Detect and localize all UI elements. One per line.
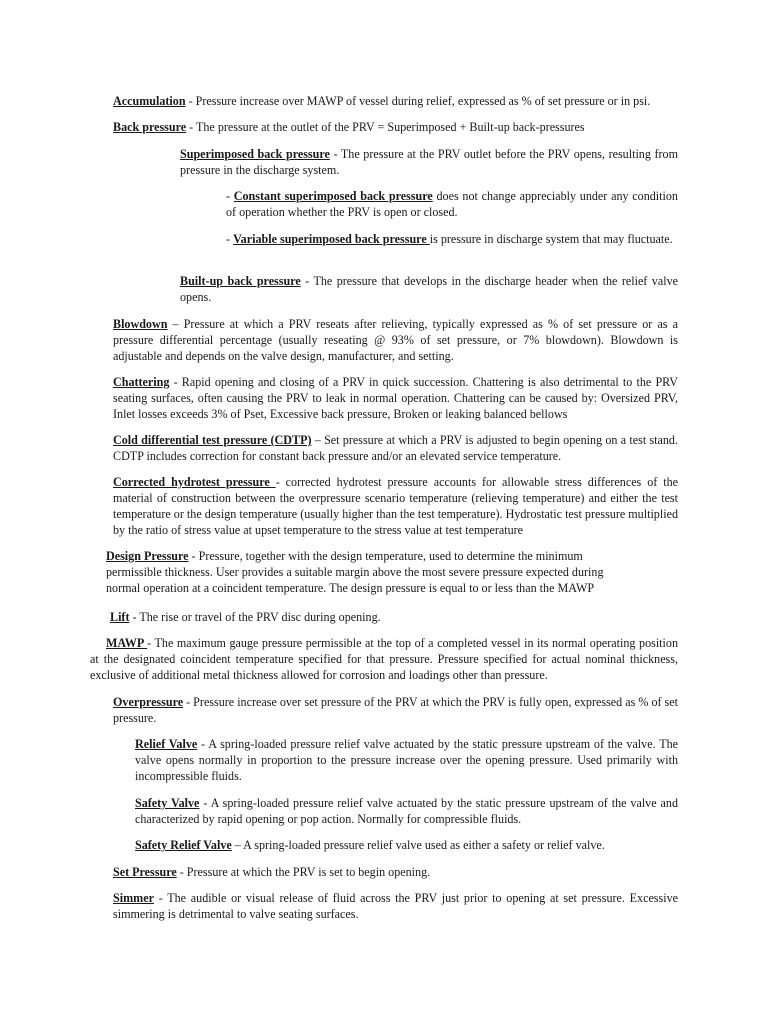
term-design-pressure: Design Pressure	[106, 549, 189, 563]
def-superimposed-back-pressure: - The pressure at the PRV outlet before the PRV opens, resulting from pressure in the discharge system.	[180, 147, 678, 177]
def-safety-valve: - A spring-loaded pressure relief valve actuated by the static pressure upstream of the valve and characterized by rapid opening or pop action. Normally for compressible fluids.	[135, 796, 678, 826]
entry-superimposed-back-pressure	[180, 146, 678, 178]
def-back-pressure: - The pressure at the outlet of the PRV = Superimposed + Built-up back-pressures	[186, 120, 585, 134]
def-overpressure: - Pressure increase over set pressure of the PRV at which the PRV is fully open, expressed as % of set pressure.	[113, 695, 678, 725]
term-mawp: MAWP	[106, 636, 148, 650]
entry-design-pressure	[106, 548, 614, 596]
def-built-up-back-pressure: - The pressure that develops in the discharge header when the relief valve opens.	[180, 274, 678, 304]
entry-lift	[110, 609, 610, 625]
def-design-pressure: - Pressure, together with the design temperature, used to determine the minimum permissible thickness. User provides a suitable margin above the most severe pressure expected during normal operation at a coincident temperature. The design pressure is equal to or less than the MAWP	[106, 549, 604, 595]
entry-safety-valve	[135, 795, 678, 827]
entry-variable-superimposed	[226, 231, 678, 247]
entry-relief-valve	[135, 736, 678, 784]
term-constant-superimposed: Constant superimposed back pressure	[233, 189, 433, 203]
term-variable-superimposed: Variable superimposed back pressure	[233, 232, 430, 246]
entry-set-pressure	[113, 864, 678, 880]
entry-cdtp	[113, 432, 678, 464]
term-set-pressure: Set Pressure	[113, 865, 177, 879]
term-simmer: Simmer	[113, 891, 154, 905]
entry-corrected-hydrotest	[113, 474, 678, 538]
def-set-pressure: - Pressure at which the PRV is set to begin opening.	[176, 865, 431, 879]
def-variable-superimposed: is pressure in discharge system that may fluctuate.	[429, 232, 673, 246]
term-safety-valve: Safety Valve	[135, 796, 200, 810]
term-corrected-hydrotest: Corrected hydrotest pressure	[113, 475, 276, 489]
term-overpressure: Overpressure	[113, 695, 184, 709]
dash-constant: -	[226, 189, 234, 203]
entry-blowdown	[113, 316, 678, 364]
def-blowdown: – Pressure at which a PRV reseats after relieving, typically expressed as % of set pressure or as a pressure differential percentage (usually reseating @ 93% of set pressure, or 7% blowdown). Blowdown is adjustable and depends on the valve design, manufacturer, and setting.	[113, 317, 678, 363]
dash-variable: -	[226, 232, 234, 246]
def-lift: - The rise or travel of the PRV disc during opening.	[129, 610, 381, 624]
entry-overpressure	[113, 694, 678, 726]
def-mawp: - The maximum gauge pressure permissible at the top of a completed vessel in its normal operating position at the designated coincident temperature specified for that pressure. Pressure specified for actual nominal thickness, exclusive of additional metal thickness allowed for corrosion and loadings other than pressure.	[90, 636, 678, 682]
entry-constant-superimposed	[226, 188, 678, 220]
def-corrected-hydrotest: - corrected hydrotest pressure accounts for allowable stress differences of the material of construction between the overpressure scenario temperature (relieving temperature) and either the test temperature or the design temperature (usually higher than the test temperature). Hydrostatic test pressure multiplied by the ratio of stress value at upset temperature to the stress value at test temperature	[113, 475, 678, 537]
def-simmer: - The audible or visual release of fluid across the PRV just prior to opening at set pressure. Excessive simmering is detrimental to valve seating surfaces.	[113, 891, 678, 921]
entry-accumulation	[113, 93, 683, 109]
term-lift: Lift	[110, 610, 130, 624]
entry-built-up-back-pressure	[180, 273, 678, 305]
term-superimposed-back-pressure: Superimposed back pressure	[180, 147, 330, 161]
term-safety-relief-valve: Safety Relief Valve	[135, 838, 232, 852]
term-chattering: Chattering	[113, 375, 170, 389]
def-relief-valve: - A spring-loaded pressure relief valve actuated by the static pressure upstream of the valve. The valve opens normally in proportion to the pressure increase over the opening pressure. Used primarily with incompressible fluids.	[135, 737, 678, 783]
def-safety-relief-valve: – A spring-loaded pressure relief valve used as either a safety or relief valve.	[231, 838, 605, 852]
entry-simmer	[113, 890, 678, 922]
entry-safety-relief-valve	[135, 837, 678, 853]
term-blowdown: Blowdown	[113, 317, 168, 331]
term-back-pressure: Back pressure	[113, 120, 187, 134]
entry-back-pressure	[113, 119, 683, 135]
term-cdtp: Cold differential test pressure (CDTP)	[113, 433, 312, 447]
def-chattering: - Rapid opening and closing of a PRV in quick succession. Chattering is also detrimental to the PRV seating surfaces, often causing the PRV to leak in normal operation. Chattering can be caused by: Oversized PRV, Inlet losses exceeds 3% of Pset, Excessive back pressure, Broken or leaking balanced bellows	[113, 375, 678, 421]
term-relief-valve: Relief Valve	[135, 737, 198, 751]
entry-mawp	[90, 635, 678, 683]
def-cdtp: – Set pressure at which a PRV is adjusted to begin opening on a test stand. CDTP includes correction for constant back pressure and/or an elevated service temperature.	[113, 433, 679, 463]
def-constant-superimposed: does not change appreciably under any condition of operation whether the PRV is open or closed.	[226, 189, 678, 219]
def-accumulation: - Pressure increase over MAWP of vessel during relief, expressed as % of set pressure or in psi.	[185, 94, 651, 108]
entry-chattering	[113, 374, 678, 422]
term-built-up-back-pressure: Built-up back pressure	[180, 274, 301, 288]
term-accumulation: Accumulation	[113, 94, 186, 108]
